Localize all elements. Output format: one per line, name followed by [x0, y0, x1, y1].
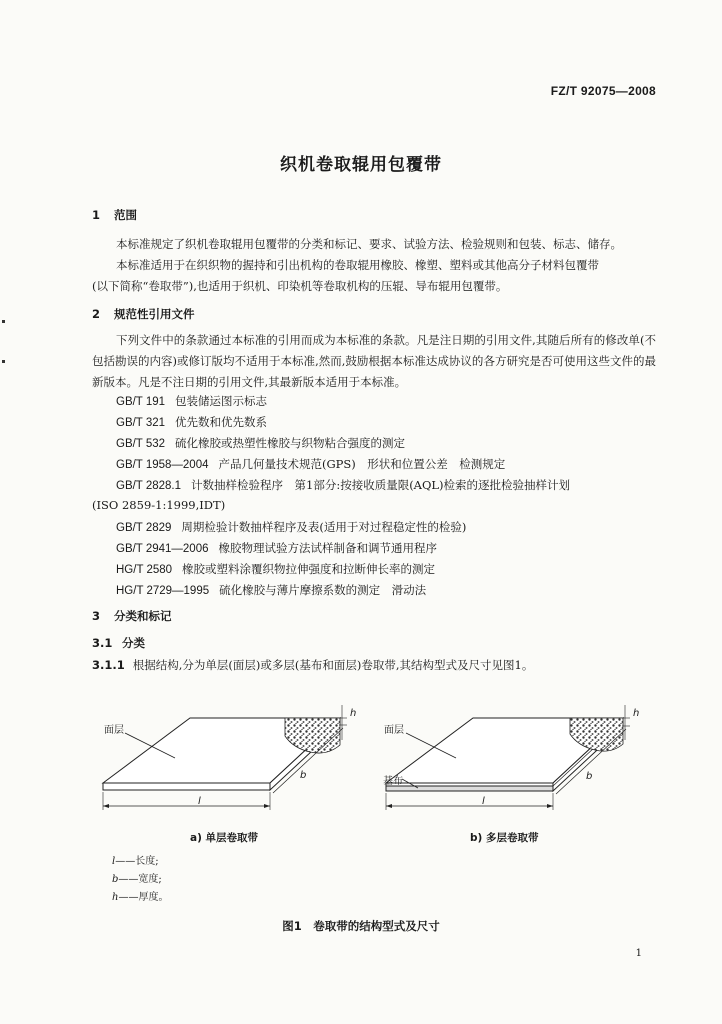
belt-front-edge: [103, 783, 270, 790]
reference-code: GB/T 2828.1: [116, 480, 181, 492]
reference-item: [116, 582, 426, 598]
reference-title: 橡胶物理试验方法试样制备和调节通用程序: [218, 541, 437, 555]
caption-figure-b: b) 多层卷取带: [470, 832, 539, 844]
section-3-heading: [92, 608, 172, 624]
reference-code: GB/T 2829: [116, 522, 172, 534]
base-fabric-edge: [386, 786, 553, 791]
reference-code: HG/T 2729—1995: [116, 585, 210, 597]
reference-item: [116, 540, 437, 556]
reference-title: 产品几何量技术规范(GPS) 形状和位置公差 检测规定: [218, 457, 506, 471]
reference-title: 硫化橡胶或热塑性橡胶与织物粘合强度的测定: [175, 436, 406, 450]
legend-text: ——长度;: [115, 856, 159, 867]
dim-label-h-a: h: [350, 708, 357, 719]
section-title: 规范性引用文件: [114, 307, 195, 321]
reference-title: 硫化橡胶与薄片摩擦系数的测定 滑动法: [219, 583, 427, 597]
legend-symbol: l: [112, 856, 116, 867]
clause-text: 根据结构,分为单层(面层)或多层(基布和面层)卷取带,其结构型式及尺寸见图1。: [132, 658, 534, 672]
section-title: 范围: [114, 208, 137, 222]
caption-figure-a: a) 单层卷取带: [190, 832, 259, 844]
reference-code: GB/T 2941—2006: [116, 543, 209, 555]
legend-text: ——宽度;: [118, 874, 162, 885]
reference-item: [116, 561, 435, 577]
margin-mark: [2, 360, 5, 363]
reference-item: [116, 435, 405, 451]
reference-continuation: (ISO 2859-1:1999,IDT): [92, 498, 226, 512]
legend-text: ——厚度。: [118, 892, 169, 903]
figure-title: 图1 卷取带的结构型式及尺寸: [282, 919, 440, 933]
dim-label-b-b: b: [586, 771, 593, 782]
reference-code: GB/T 1958—2004: [116, 459, 209, 471]
reference-title: 包装储运图示标志: [175, 394, 268, 408]
reference-code: GB/T 532: [116, 438, 166, 450]
normative-refs-intro: 下列文件中的条款通过本标准的引用而成为本标准的条款。凡是注日期的引用文件,其随后所有的修改单(不包括勘误的内容)或修订版均不适用于本标准,然而,鼓励根据本标准达成协议的各方研究是否可使用这些文件的最新版本。凡是不注日期的引用文件,其最新版本适用于本标准。: [92, 333, 656, 389]
scope-paragraph-1: 本标准规定了织机卷取辊用包覆带的分类和标记、要求、试验方法、检验规则和包装、标志、储存。: [116, 237, 622, 251]
margin-mark: [2, 320, 5, 323]
section-title: 分类和标记: [114, 609, 172, 623]
figure-multi-layer-belt: [378, 700, 648, 822]
reference-code: GB/T 321: [116, 417, 166, 429]
reference-title: 橡胶或塑料涂覆织物拉伸强度和拉断伸长率的测定: [182, 562, 436, 576]
legend-symbol: b: [112, 874, 119, 885]
reference-item: [116, 477, 570, 493]
reference-title: 计数抽样检验程序 第1部分:按接收质量限(AQL)检索的逐批检验抽样计划: [191, 478, 571, 492]
clause-number: 3.1.1: [92, 658, 125, 672]
label-face-layer-b: 面层: [384, 725, 404, 736]
label-base-fabric-b: 基布: [383, 776, 403, 787]
section-1-heading: [92, 207, 137, 223]
legend-length: [112, 852, 159, 867]
scope-paragraph-2-line-2: (以下简称“卷取带”),也适用于织机、印染机等卷取机构的压辊、导布辊用包覆带。: [92, 279, 508, 293]
reference-code: HG/T 2580: [116, 564, 173, 576]
section-number: 1: [92, 208, 101, 222]
dim-label-b-a: b: [300, 770, 307, 781]
legend-width: [112, 870, 162, 885]
document-code: FZ/T 92075—2008: [550, 84, 656, 98]
reference-item: [116, 519, 466, 535]
document-title: 织机卷取辊用包覆带: [280, 155, 442, 175]
label-face-layer-a: 面层: [104, 725, 124, 736]
reference-item: [116, 414, 267, 430]
section-number: 3.1: [92, 636, 113, 650]
section-2-heading: [92, 306, 195, 322]
figure-single-layer-belt: [95, 700, 365, 822]
reference-code: GB/T 191: [116, 396, 166, 408]
section-3-1-heading: [92, 635, 145, 651]
clause-3-1-1: [92, 657, 533, 673]
scope-paragraph-2-line-1: 本标准适用于在织织物的握持和引出机构的卷取辊用橡胶、橡塑、塑料或其他高分子材料包覆带: [116, 258, 599, 272]
section-title: 分类: [122, 636, 145, 650]
dim-label-l-a: l: [198, 796, 201, 807]
page-number: 1: [635, 948, 642, 959]
reference-item: [116, 456, 505, 472]
section-number: 3: [92, 609, 101, 623]
reference-title: 优先数和优先数系: [175, 415, 268, 429]
dim-label-h-b: h: [633, 708, 640, 719]
dim-label-l-b: l: [482, 796, 485, 807]
legend-thickness: [112, 888, 168, 903]
reference-title: 周期检验计数抽样程序及表(适用于对过程稳定性的检验): [181, 520, 467, 534]
legend-symbol: h: [112, 892, 119, 903]
section-number: 2: [92, 307, 101, 321]
reference-item: [116, 393, 267, 409]
